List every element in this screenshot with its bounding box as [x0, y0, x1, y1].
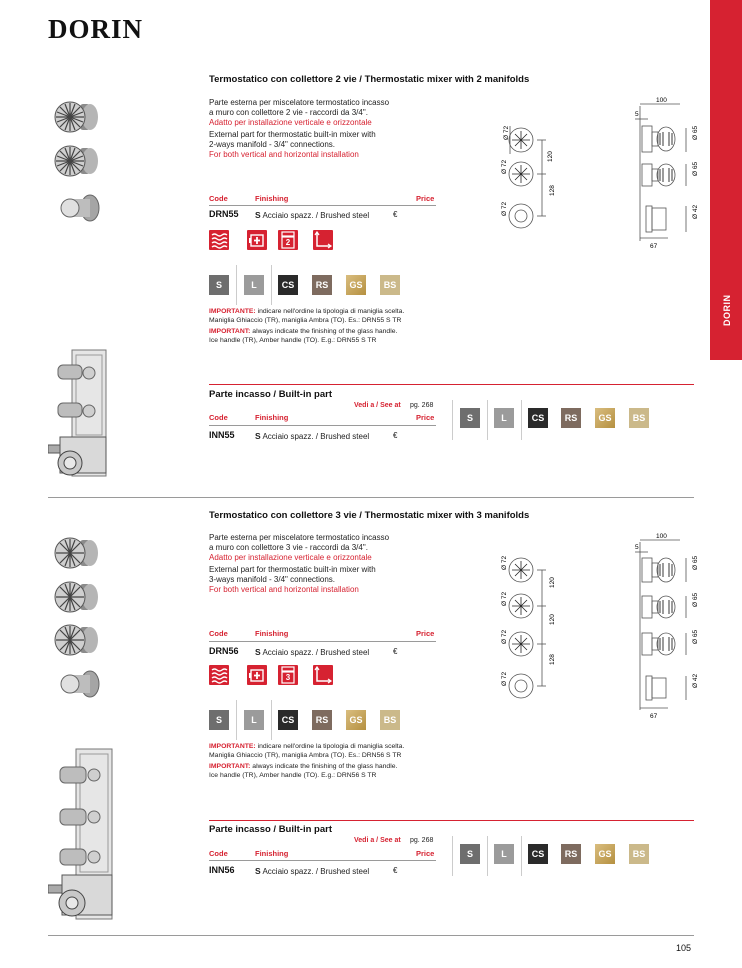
note-en-1: always indicate the finishing of the glass handle.	[252, 763, 398, 770]
swatch-bs[interactable]: BS	[629, 408, 649, 428]
dim-label: 128	[549, 654, 556, 665]
dim-label: Ø 65	[692, 555, 699, 570]
swatch-separator	[452, 836, 453, 876]
swatch-separator	[271, 265, 272, 305]
finish-text: Acciaio spazz. / Brushed steel	[262, 432, 370, 441]
dim-label: 67	[650, 243, 658, 250]
dim-label: Ø 65	[692, 629, 699, 644]
desc-it-line: a muro con collettore 2 vie - raccordi da 3/4".	[209, 108, 368, 117]
finish-letter: S	[255, 647, 261, 657]
finish-letter: S	[255, 210, 261, 220]
product-photo-drn55	[48, 96, 108, 226]
swatch-s[interactable]: S	[209, 275, 229, 295]
dim-label: Ø 72	[501, 591, 508, 606]
swatch-separator	[487, 836, 488, 876]
swatch-gs[interactable]: GS	[346, 275, 366, 295]
dim-label: Ø 72	[501, 201, 508, 216]
swatch-rs[interactable]: RS	[561, 844, 581, 864]
section-title: Termostatico con collettore 2 vie / Thermostatic mixer with 2 manifolds	[209, 74, 530, 85]
note-en-head: IMPORTANT:	[209, 763, 251, 770]
code-label: Code	[209, 629, 228, 638]
manifold-count-icon	[278, 665, 298, 685]
builtin-price: €	[393, 431, 398, 440]
finish-text: Acciaio spazz. / Brushed steel	[262, 211, 370, 220]
dim-label: Ø 65	[692, 592, 699, 607]
builtin-rule	[209, 384, 694, 385]
swatch-gs[interactable]: GS	[346, 710, 366, 730]
swatch-separator	[452, 400, 453, 440]
manifold-number: 2	[285, 238, 291, 247]
code-label: Code	[209, 849, 228, 858]
swatch-gs[interactable]: GS	[595, 844, 615, 864]
swatch-s[interactable]: S	[209, 710, 229, 730]
description	[209, 533, 439, 595]
swatch-cs[interactable]: CS	[528, 408, 548, 428]
section-title: Termostatico con collettore 3 vie / Thermostatic mixer with 3 manifolds	[209, 510, 530, 521]
installation-angle-icon	[313, 230, 333, 250]
note-it-1: indicare nell'ordine la tipologia di maniglia scelta.	[257, 743, 405, 750]
desc-it-line: a muro con collettore 3 vie - raccordi da 3/4".	[209, 543, 368, 552]
swatch-cs[interactable]: CS	[278, 710, 298, 730]
note-it-2: Maniglia Ghiaccio (TR), maniglia Ambra (TO). Es.: DRN56 S TR	[209, 752, 402, 759]
see-at-label: Vedi a / See at	[354, 837, 401, 844]
note-it-2: Maniglia Ghiaccio (TR), maniglia Ambra (TO). Es.: DRN55 S TR	[209, 317, 402, 324]
builtin-rule	[209, 820, 694, 821]
dim-label: Ø 72	[501, 629, 508, 644]
swatch-rs[interactable]: RS	[312, 710, 332, 730]
see-at-page[interactable]: pg. 268	[410, 837, 434, 844]
code-label: Code	[209, 413, 228, 422]
order-note	[209, 307, 459, 345]
swatch-bs[interactable]: BS	[629, 844, 649, 864]
swatch-s[interactable]: S	[460, 844, 480, 864]
finishing-label: Finishing	[255, 849, 289, 858]
builtin-code: INN56	[209, 865, 235, 875]
dim-label: 120	[547, 151, 554, 162]
swatch-cs[interactable]: CS	[528, 844, 548, 864]
price-label: Price	[416, 849, 435, 858]
desc-it-red: Adatto per installazione verticale e orizzontale	[209, 118, 372, 127]
swatch-bs[interactable]: BS	[380, 275, 400, 295]
description	[209, 98, 439, 160]
finish-text: Acciaio spazz. / Brushed steel	[262, 867, 370, 876]
swatch-l[interactable]: L	[494, 844, 514, 864]
builtin-title: Parte incasso / Built-in part	[209, 824, 332, 835]
dim-label: 128	[549, 185, 556, 196]
manifold-count-icon	[278, 230, 298, 250]
table-divider	[209, 641, 436, 642]
thermostatic-icon	[247, 665, 267, 685]
desc-en-red: For both vertical and horizontal installation	[209, 150, 359, 159]
dim-label: Ø 72	[501, 671, 508, 686]
note-en-head: IMPORTANT:	[209, 328, 251, 335]
swatch-rs[interactable]: RS	[561, 408, 581, 428]
note-en-1: always indicate the finishing of the glass handle.	[252, 328, 398, 335]
note-en-2: Ice handle (TR), Amber handle (TO). E.g.: DRN56 S TR	[209, 772, 377, 779]
page-number: 105	[676, 943, 692, 953]
finishing-label: Finishing	[255, 629, 289, 638]
manifold-number: 3	[285, 673, 291, 682]
dim-label: Ø 42	[692, 204, 699, 219]
finish-letter: S	[255, 866, 261, 876]
handle-image	[55, 102, 98, 132]
handle-image	[55, 625, 98, 655]
water-flow-icon	[209, 665, 229, 685]
knob-image	[61, 195, 99, 221]
dim-label: Ø 72	[503, 125, 510, 140]
table-divider	[209, 205, 436, 206]
swatch-separator	[487, 400, 488, 440]
product-code: DRN56	[209, 646, 239, 656]
see-at-label: Vedi a / See at	[354, 402, 401, 409]
side-tab-label: DORIN	[722, 294, 732, 326]
brand-logo: DORIN	[48, 14, 144, 44]
table-divider	[209, 860, 436, 861]
finish-letter: S	[255, 431, 261, 441]
swatch-bs[interactable]: BS	[380, 710, 400, 730]
price-value: €	[393, 210, 398, 219]
finishing-label: Finishing	[255, 194, 289, 203]
swatch-separator	[271, 700, 272, 740]
dim-label: 100	[656, 533, 667, 540]
see-at-page[interactable]: pg. 268	[410, 402, 434, 409]
footer-divider	[48, 935, 694, 936]
swatch-l[interactable]: L	[244, 710, 264, 730]
product-photo-drn56	[48, 532, 108, 702]
desc-en-line: 3-ways manifold - 3/4" connections.	[209, 575, 336, 584]
section-divider	[48, 497, 694, 498]
knob-image	[61, 671, 99, 697]
note-en-2: Ice handle (TR), Amber handle (TO). E.g.: DRN55 S TR	[209, 337, 377, 344]
side-tab	[710, 0, 742, 360]
dim-label: 120	[549, 577, 556, 588]
swatch-l[interactable]: L	[494, 408, 514, 428]
builtin-code: INN55	[209, 430, 235, 440]
desc-en-line: External part for thermostatic built-in mixer with	[209, 565, 376, 574]
price-label: Price	[416, 629, 435, 638]
swatch-cs[interactable]: CS	[278, 275, 298, 295]
builtin-photo-inn56	[48, 745, 128, 925]
swatch-l[interactable]: L	[244, 275, 264, 295]
technical-drawing	[490, 532, 700, 722]
water-flow-icon	[209, 230, 229, 250]
swatch-separator	[521, 836, 522, 876]
note-it-head: IMPORTANTE:	[209, 308, 256, 315]
dim-label: Ø 72	[501, 159, 508, 174]
technical-drawing	[490, 96, 700, 256]
note-it-1: indicare nell'ordine la tipologia di maniglia scelta.	[257, 308, 405, 315]
finish-text: Acciaio spazz. / Brushed steel	[262, 648, 370, 657]
handle-image	[55, 582, 98, 612]
dim-label: 67	[650, 713, 658, 720]
note-it-head: IMPORTANTE:	[209, 743, 256, 750]
builtin-finishing	[255, 866, 369, 876]
swatch-s[interactable]: S	[460, 408, 480, 428]
product-code: DRN55	[209, 209, 239, 219]
finishing-label: Finishing	[255, 413, 289, 422]
desc-it-line: Parte esterna per miscelatore termostatico incasso	[209, 533, 390, 542]
desc-en-line: External part for thermostatic built-in mixer with	[209, 130, 376, 139]
price-value: €	[393, 647, 398, 656]
builtin-photo-inn55	[48, 345, 118, 485]
builtin-price: €	[393, 866, 398, 875]
swatch-separator	[236, 265, 237, 305]
builtin-finishing	[255, 431, 369, 441]
dim-label: Ø 65	[692, 161, 699, 176]
builtin-title: Parte incasso / Built-in part	[209, 389, 332, 400]
dim-label: 120	[549, 614, 556, 625]
dim-label: 5	[635, 544, 639, 551]
dim-label: 100	[656, 97, 667, 104]
dim-label: 5	[635, 111, 639, 118]
desc-it-line: Parte esterna per miscelatore termostatico incasso	[209, 98, 390, 107]
finishing-value	[255, 210, 369, 220]
handle-image	[55, 538, 98, 568]
thermostatic-icon	[247, 230, 267, 250]
swatch-separator	[521, 400, 522, 440]
desc-en-line: 2-ways manifold - 3/4" connections.	[209, 140, 336, 149]
code-label: Code	[209, 194, 228, 203]
desc-en-red: For both vertical and horizontal installation	[209, 585, 359, 594]
order-note	[209, 742, 459, 780]
installation-angle-icon	[313, 665, 333, 685]
desc-it-red: Adatto per installazione verticale e orizzontale	[209, 553, 372, 562]
price-label: Price	[416, 194, 435, 203]
dim-label: Ø 65	[692, 125, 699, 140]
dim-label: Ø 72	[501, 555, 508, 570]
price-label: Price	[416, 413, 435, 422]
finishing-value	[255, 647, 369, 657]
swatch-separator	[236, 700, 237, 740]
handle-image	[55, 146, 98, 176]
table-divider	[209, 425, 436, 426]
dim-label: Ø 42	[692, 673, 699, 688]
swatch-gs[interactable]: GS	[595, 408, 615, 428]
swatch-rs[interactable]: RS	[312, 275, 332, 295]
